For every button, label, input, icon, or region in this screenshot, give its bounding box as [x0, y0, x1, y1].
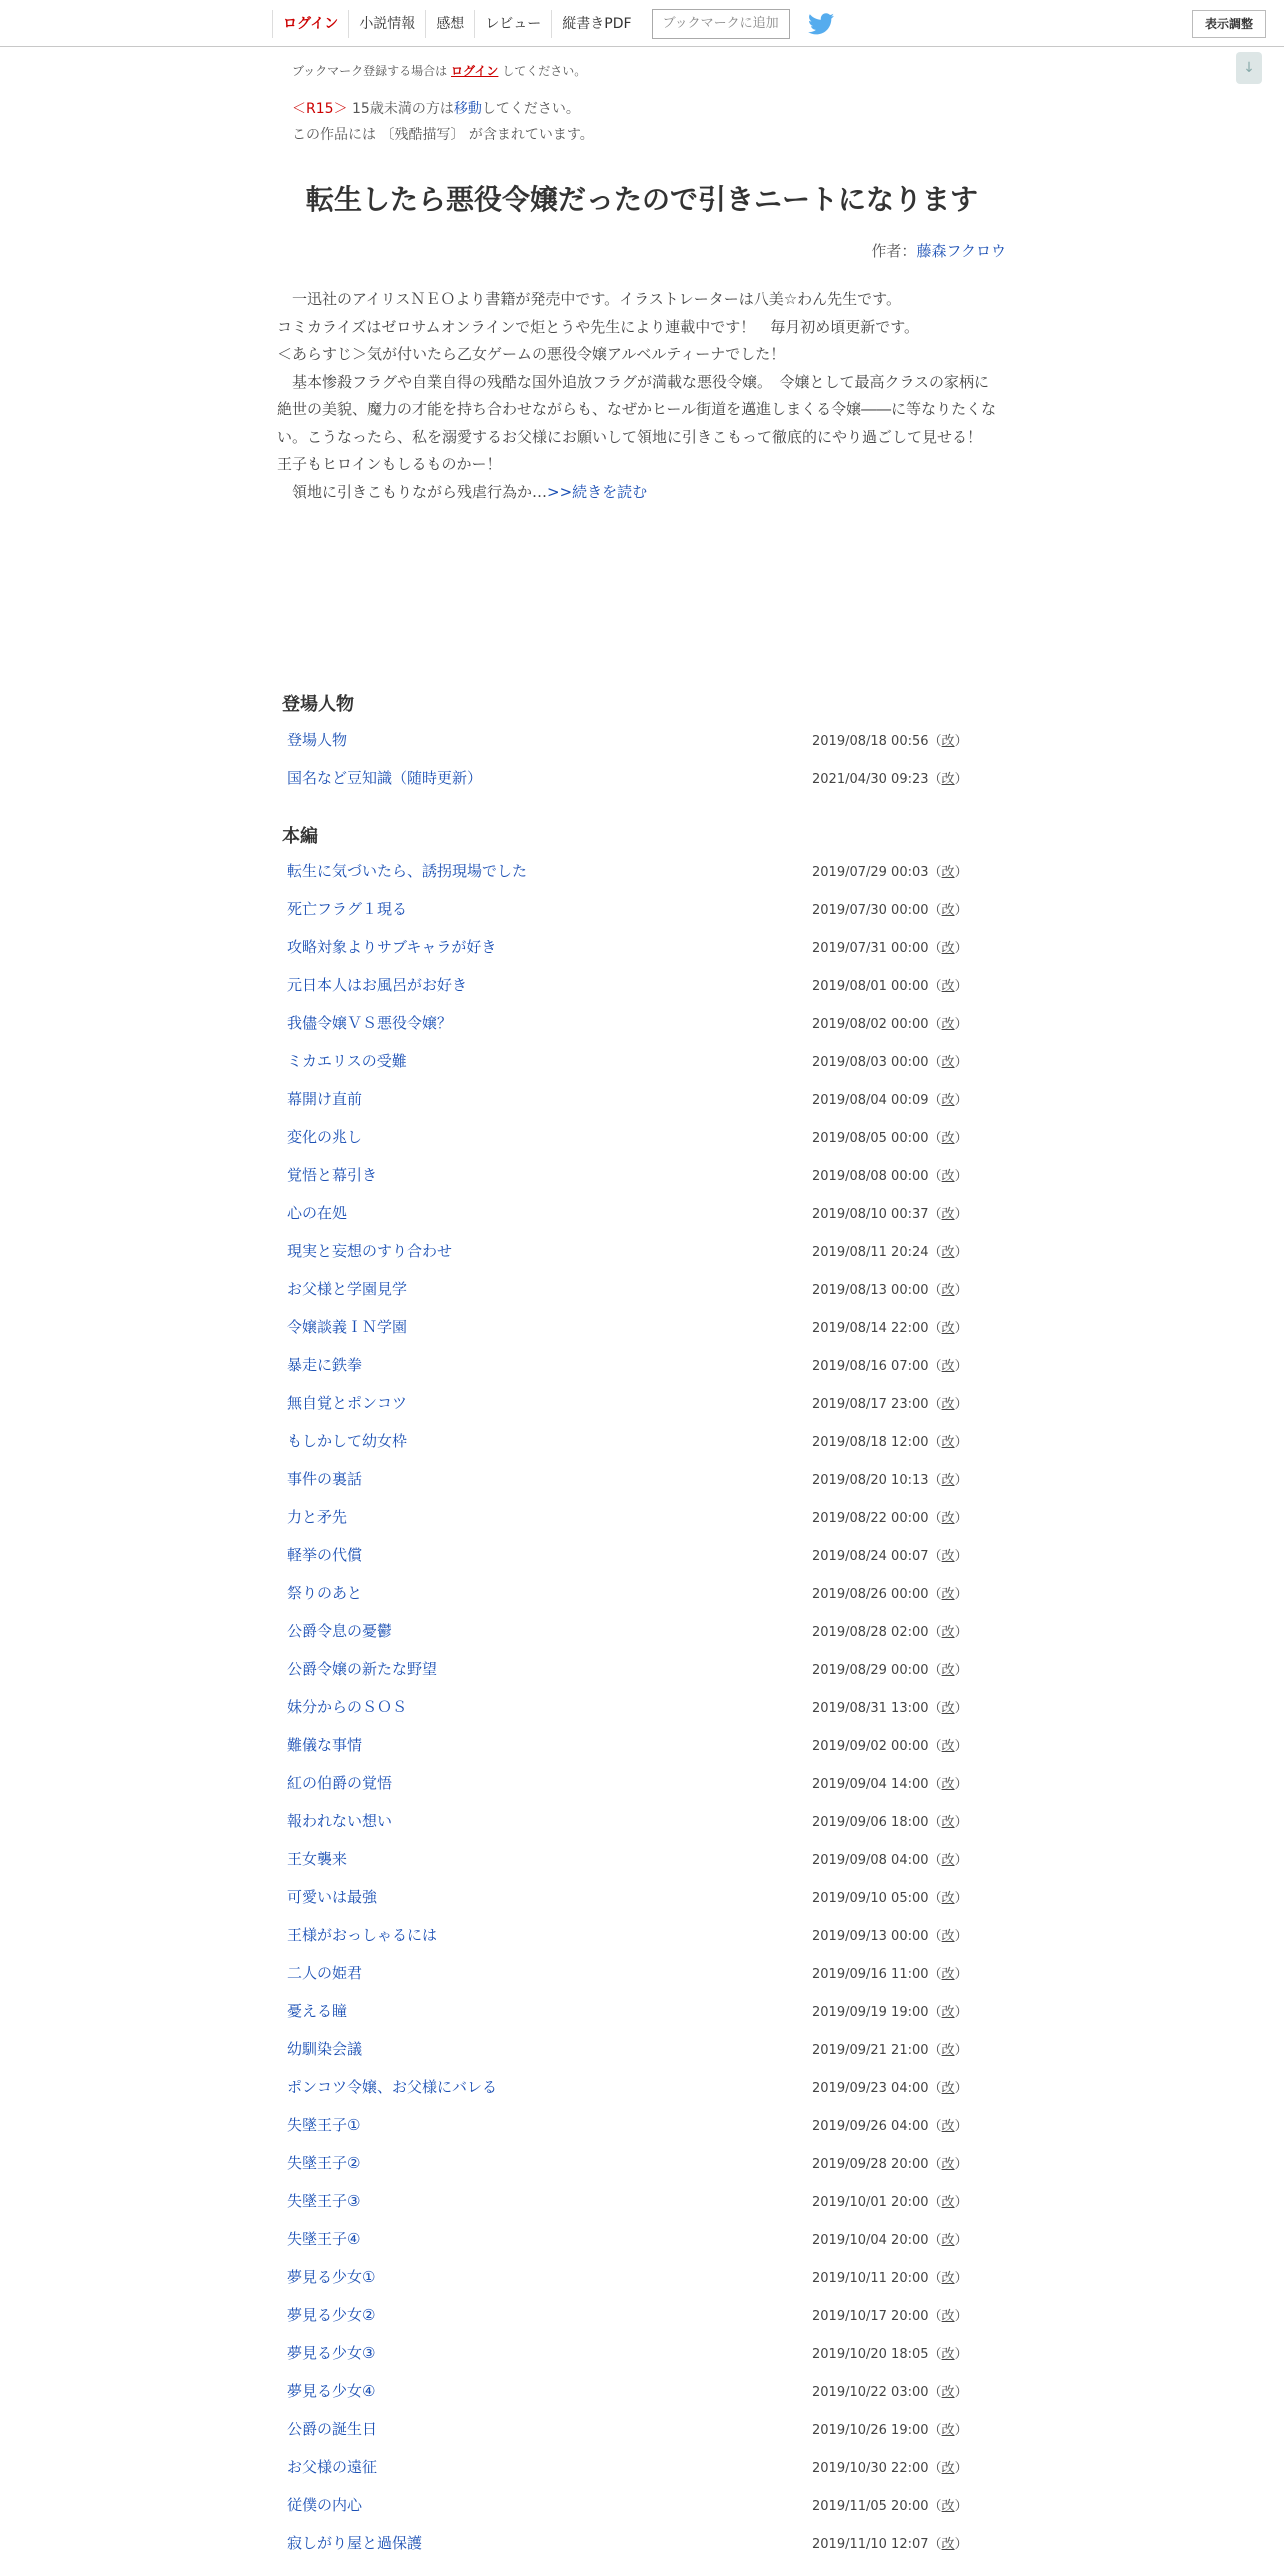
chapter-date-text: 2019/11/05 20:00: [812, 2499, 929, 2514]
chapter-date: 2019/10/17 20:00（改）: [812, 2309, 968, 2324]
chapter-date: 2019/08/10 00:37（改）: [812, 1207, 968, 1222]
chapter-row: [282, 1344, 976, 1382]
summary-truncated-text: 領地に引きこもりながら残虐行為か…: [277, 482, 548, 501]
chapter-link[interactable]: 死亡フラグ１現る: [287, 900, 408, 918]
chapter-row: [282, 2066, 976, 2104]
revision-link[interactable]: 改: [941, 1511, 955, 1526]
author-line: [760, 240, 1006, 261]
header-bar: [0, 0, 1284, 47]
chapter-row: [282, 1154, 976, 1192]
chapter-date-text: 2019/09/19 19:00: [812, 2005, 929, 2020]
chapter-list: [282, 850, 976, 2560]
r15-text-before: 15歳未満の方は: [352, 101, 454, 117]
chapter-link[interactable]: 幕開け直前: [287, 1090, 363, 1108]
chapter-row: [282, 1876, 976, 1914]
chapter-date-text: 2019/08/20 10:13: [812, 1473, 929, 1488]
summary-line: コミカライズはゼロサムオンラインで炬とうや先生により連載中です！ 毎月初め頃更新です。: [277, 317, 920, 336]
revision-link[interactable]: 改: [941, 2081, 955, 2096]
revision-link[interactable]: 改: [941, 1283, 955, 1298]
chapter-link[interactable]: 報われない想い: [287, 1812, 393, 1830]
chapter-date-text: 2019/09/16 11:00: [812, 1967, 929, 1982]
chapter-date-text: 2019/08/01 00:00: [812, 979, 929, 994]
revision-link[interactable]: 改: [941, 903, 955, 918]
chapter-row: [282, 1268, 976, 1306]
chapter-date: 2019/08/26 00:00（改）: [812, 1587, 968, 1602]
chapter-row: [282, 2446, 976, 2484]
chapter-date: 2019/07/30 00:00（改）: [812, 903, 968, 918]
chapter-row: [282, 1838, 976, 1876]
chapter-row: [282, 1496, 976, 1534]
chapter-date: 2019/10/26 19:00（改）: [812, 2423, 968, 2438]
chapter-date-text: 2019/08/17 23:00: [812, 1397, 929, 1412]
chapter-date: 2019/08/13 00:00（改）: [812, 1283, 968, 1298]
chapter-row: [282, 888, 976, 926]
chapter-link[interactable]: 力と矛先: [287, 1508, 348, 1526]
revision-link[interactable]: 改: [941, 2271, 955, 2286]
chapter-date: 2019/08/20 10:13（改）: [812, 1473, 968, 1488]
chapter-link[interactable]: ミカエリスの受難: [287, 1052, 407, 1070]
chapter-link[interactable]: 夢見る少女①: [287, 2268, 376, 2286]
chapter-date-text: 2019/08/29 00:00: [812, 1663, 929, 1678]
revision-link[interactable]: 改: [941, 1359, 955, 1374]
chapter-row: [282, 2370, 976, 2408]
revision-link[interactable]: 改: [941, 2233, 955, 2248]
content-warning: この作品には 〔残酷描写〕 が含まれています。: [292, 127, 594, 143]
revision-link[interactable]: 改: [941, 1017, 955, 1032]
chapter-link[interactable]: 憂える瞳: [287, 2002, 348, 2020]
chapter-link[interactable]: 元日本人はお風呂がお好き: [287, 976, 468, 994]
chapter-date: 2019/08/08 00:00（改）: [812, 1169, 968, 1184]
revision-link[interactable]: 改: [941, 1549, 955, 1564]
revision-link[interactable]: 改: [941, 1929, 955, 1944]
chapter-link[interactable]: 軽挙の代償: [287, 1546, 363, 1564]
chapter-link[interactable]: 公爵令息の憂鬱: [287, 1622, 393, 1640]
chapter-link[interactable]: 祭りのあと: [287, 1584, 363, 1602]
chapter-date: 2019/08/14 22:00（改）: [812, 1321, 968, 1336]
chapter-link[interactable]: 妹分からのＳＯＳ: [287, 1698, 408, 1716]
revision-link[interactable]: 改: [941, 1397, 955, 1412]
chapter-date-text: 2019/08/13 00:00: [812, 1283, 929, 1298]
chapter-link[interactable]: 失墜王子④: [287, 2230, 361, 2248]
chapter-date: 2019/10/20 18:05（改）: [812, 2347, 968, 2362]
bookmark-login-notice: [292, 62, 586, 79]
novel-title: 転生したら悪役令嬢だったので引きニートになります: [305, 183, 978, 216]
chapter-date: 2019/08/02 00:00（改）: [812, 1017, 968, 1032]
chapter-link[interactable]: 失墜王子②: [287, 2154, 361, 2172]
chapter-row: [282, 2484, 976, 2522]
revision-link[interactable]: 改: [941, 979, 955, 994]
chapter-link[interactable]: 公爵令嬢の新たな野望: [287, 1660, 438, 1678]
chapter-link[interactable]: 無自覚とポンコツ: [287, 1394, 408, 1412]
nav-review-link[interactable]: レビュー: [474, 10, 551, 38]
chapter-date: 2019/07/29 00:03（改）: [812, 865, 968, 880]
chapter-link[interactable]: 失墜王子①: [287, 2116, 361, 2134]
revision-link[interactable]: 改: [941, 1853, 955, 1868]
chapter-link[interactable]: 変化の兆し: [287, 1128, 363, 1146]
revision-link[interactable]: 改: [941, 1169, 955, 1184]
revision-link[interactable]: 改: [941, 1891, 955, 1906]
r15-notice: [292, 98, 580, 118]
chapter-date: 2019/08/28 02:00（改）: [812, 1625, 968, 1640]
chapter-date-text: 2019/09/06 18:00: [812, 1815, 929, 1830]
revision-link[interactable]: 改: [941, 1625, 955, 1640]
chapter-date: 2019/09/04 14:00（改）: [812, 1777, 968, 1792]
twitter-icon[interactable]: [808, 13, 834, 35]
chapter-row: [282, 1610, 976, 1648]
chapter-date: 2019/08/16 07:00（改）: [812, 1359, 968, 1374]
chapter-date: 2019/08/01 00:00（改）: [812, 979, 968, 994]
chapter-date-text: 2019/09/13 00:00: [812, 1929, 929, 1944]
chapter-link[interactable]: 寂しがり屋と過保護: [287, 2534, 423, 2552]
chapter-date: 2019/08/24 00:07（改）: [812, 1549, 968, 1564]
chapter-date: 2019/10/01 20:00（改）: [812, 2195, 968, 2210]
chapter-link[interactable]: 夢見る少女③: [287, 2344, 376, 2362]
chapter-row: [282, 2104, 976, 2142]
chapter-date-text: 2019/08/03 00:00: [812, 1055, 929, 1070]
revision-link[interactable]: 改: [941, 2157, 955, 2172]
revision-link[interactable]: 改: [941, 1435, 955, 1450]
display-adjust-button[interactable]: 表示調整: [1192, 10, 1266, 38]
chapter-link[interactable]: 可愛いは最強: [287, 1888, 378, 1906]
chapter-row: [282, 2522, 976, 2560]
revision-link[interactable]: 改: [941, 1207, 955, 1222]
chapter-date-text: 2019/10/04 20:00: [812, 2233, 929, 2248]
chapter-date: 2019/09/02 00:00（改）: [812, 1739, 968, 1754]
author-link[interactable]: 藤森フクロウ: [916, 242, 1006, 260]
chapter-date-text: 2021/04/30 09:23: [812, 772, 929, 787]
chapter-date-text: 2019/08/18 00:56: [812, 734, 929, 749]
chapter-date: 2019/08/31 13:00（改）: [812, 1701, 968, 1716]
chapter-row: [282, 1914, 976, 1952]
add-bookmark-button[interactable]: ブックマークに追加: [652, 9, 790, 39]
chapter-date: 2019/07/31 00:00（改）: [812, 941, 968, 956]
chapter-date: 2019/09/21 21:00（改）: [812, 2043, 968, 2058]
chapter-row: [282, 1230, 976, 1268]
revision-link[interactable]: 改: [941, 772, 955, 787]
chapter-date-text: 2019/10/11 20:00: [812, 2271, 929, 2286]
chapter-list: [282, 719, 976, 795]
chapter-date-text: 2019/07/31 00:00: [812, 941, 929, 956]
chapter-link[interactable]: 失墜王子③: [287, 2192, 361, 2210]
chapter-row: [282, 964, 976, 1002]
chapter-link[interactable]: 従僕の内心: [287, 2496, 363, 2514]
chapter-date-text: 2019/08/04 00:09: [812, 1093, 929, 1108]
revision-link[interactable]: 改: [941, 2119, 955, 2134]
chapter-row: [282, 1192, 976, 1230]
chapter-row: [282, 1382, 976, 1420]
chapter-link[interactable]: 夢見る少女②: [287, 2306, 376, 2324]
chapter-date-text: 2019/10/26 19:00: [812, 2423, 929, 2438]
revision-link[interactable]: 改: [941, 1739, 955, 1754]
chapter-row: [282, 1762, 976, 1800]
chapter-date-text: 2019/09/23 04:00: [812, 2081, 929, 2096]
chapter-date: 2019/10/30 22:00（改）: [812, 2461, 968, 2476]
chapter-link[interactable]: 覚悟と幕引き: [287, 1166, 378, 1184]
revision-link[interactable]: 改: [941, 2537, 955, 2552]
revision-link[interactable]: 改: [941, 2347, 955, 2362]
chapter-link[interactable]: 暴走に鉄拳: [287, 1356, 363, 1374]
summary-line: ＜あらすじ＞気が付いたら乙女ゲームの悪役令嬢アルベルティーナでした！: [277, 345, 786, 363]
summary-line: 一迅社のアイリスＮＥＯより書籍が発売中です。イラストレーターは八美☆わん先生です。: [277, 290, 901, 308]
chapter-row: [282, 1078, 976, 1116]
chapter-row: [282, 2218, 976, 2256]
chapter-date-text: 2019/08/24 00:07: [812, 1549, 929, 1564]
chapter-date: 2019/09/23 04:00（改）: [812, 2081, 968, 2096]
chapter-date: 2019/09/06 18:00（改）: [812, 1815, 968, 1830]
summary-line: [277, 479, 1007, 507]
chapter-date-text: 2019/10/30 22:00: [812, 2461, 929, 2476]
chapter-link[interactable]: 夢見る少女④: [287, 2382, 376, 2400]
chapter-date: 2019/08/04 00:09（改）: [812, 1093, 968, 1108]
nav-login-link[interactable]: ログイン: [272, 10, 348, 38]
revision-link[interactable]: 改: [941, 1131, 955, 1146]
chapter-link[interactable]: ポンコツ令嬢、お父様にバレる: [287, 2078, 498, 2096]
chapter-date: 2019/11/05 20:00（改）: [812, 2499, 968, 2514]
chapter-date-text: 2019/10/17 20:00: [812, 2309, 929, 2324]
chapter-date-text: 2019/09/26 04:00: [812, 2119, 929, 2134]
chapter-row: [282, 1002, 976, 1040]
chapter-row: [282, 1534, 976, 1572]
chapter-date-text: 2019/07/29 00:03: [812, 865, 929, 880]
chapter-date-text: 2019/09/04 14:00: [812, 1777, 929, 1792]
chapter-row: [282, 1420, 976, 1458]
chapter-date: 2019/10/11 20:00（改）: [812, 2271, 968, 2286]
revision-link[interactable]: 改: [941, 1093, 955, 1108]
chapter-row: [282, 1686, 976, 1724]
chapter-date: 2019/08/29 00:00（改）: [812, 1663, 968, 1678]
section-title: 本編: [282, 826, 318, 847]
chapter-date-text: 2019/09/21 21:00: [812, 2043, 929, 2058]
chapter-row: [282, 1952, 976, 1990]
chapter-row: [282, 1116, 976, 1154]
chapter-link[interactable]: 攻略対象よりサブキャラが好き: [287, 938, 497, 956]
chapter-date: 2019/08/22 00:00（改）: [812, 1511, 968, 1526]
author-label: 作者：: [871, 242, 917, 260]
chapter-date: 2019/09/26 04:00（改）: [812, 2119, 968, 2134]
revision-link[interactable]: 改: [941, 1701, 955, 1716]
revision-link[interactable]: 改: [941, 2423, 955, 2438]
chapter-row: [282, 1458, 976, 1496]
revision-link[interactable]: 改: [941, 1967, 955, 1982]
chapter-link[interactable]: 令嬢談義ＩＮ学園: [287, 1318, 408, 1336]
notice-prefix: ブックマーク登録する場合は: [292, 64, 448, 78]
revision-link[interactable]: 改: [941, 2195, 955, 2210]
revision-link[interactable]: 改: [941, 2309, 955, 2324]
chapter-row: [282, 719, 976, 757]
revision-link[interactable]: 改: [941, 1473, 955, 1488]
chapter-date: 2019/08/18 12:00（改）: [812, 1435, 968, 1450]
chapter-date: 2019/10/04 20:00（改）: [812, 2233, 968, 2248]
revision-link[interactable]: 改: [941, 2461, 955, 2476]
chapter-date-text: 2019/08/28 02:00: [812, 1625, 929, 1640]
revision-link[interactable]: 改: [941, 2043, 955, 2058]
chapter-link[interactable]: お父様の遠征: [287, 2458, 378, 2476]
chapter-row: [282, 1306, 976, 1344]
chapter-date-text: 2019/10/22 03:00: [812, 2385, 929, 2400]
chapter-date-text: 2019/08/16 07:00: [812, 1359, 929, 1374]
revision-link[interactable]: 改: [941, 1815, 955, 1830]
chapter-link[interactable]: お父様と学園見学: [287, 1280, 408, 1298]
chapter-date-text: 2019/09/08 04:00: [812, 1853, 929, 1868]
chapter-date: 2019/09/28 20:00（改）: [812, 2157, 968, 2172]
summary-line: 絶世の美貌、魔力の才能を持ち合わせながらも、なぜかヒール街道を邁進しまくる令嬢――に等なりたくな: [277, 400, 997, 418]
chapter-link[interactable]: 幼馴染会議: [287, 2040, 363, 2058]
section-title: 登場人物: [282, 694, 354, 715]
chapter-row: [282, 2028, 976, 2066]
chapter-date-text: 2019/08/18 12:00: [812, 1435, 929, 1450]
nav-novel-info-link[interactable]: 小説情報: [348, 10, 425, 38]
revision-link[interactable]: 改: [941, 2005, 955, 2020]
chapter-date: 2021/04/30 09:23（改）: [812, 772, 968, 787]
chapter-row: [282, 850, 976, 888]
chapter-link[interactable]: 現実と妄想のすり合わせ: [287, 1242, 453, 1260]
novel-summary: [277, 286, 1007, 506]
chapter-date-text: 2019/10/01 20:00: [812, 2195, 929, 2210]
revision-link[interactable]: 改: [941, 1587, 955, 1602]
scroll-down-arrow-icon[interactable]: ↓: [1236, 52, 1262, 84]
chapter-row: [282, 2180, 976, 2218]
summary-line: い。こうなったら、私を溺愛するお父様にお願いして領地に引きこもって徹底的にやり過ごして見せる！: [277, 427, 983, 446]
chapter-date-text: 2019/08/02 00:00: [812, 1017, 929, 1032]
revision-link[interactable]: 改: [941, 2385, 955, 2400]
r15-tag: ＜R15＞: [292, 101, 348, 117]
chapter-date-text: 2019/08/05 00:00: [812, 1131, 929, 1146]
chapter-link[interactable]: 心の在処: [287, 1204, 348, 1222]
top-nav: [272, 10, 834, 38]
chapter-row: [282, 1648, 976, 1686]
chapter-date-text: 2019/09/02 00:00: [812, 1739, 929, 1754]
chapter-link[interactable]: 事件の裏話: [287, 1470, 363, 1488]
chapter-date: 2019/08/18 00:56（改）: [812, 734, 968, 749]
chapter-link[interactable]: 王女襲来: [287, 1850, 348, 1868]
chapter-row: [282, 2332, 976, 2370]
chapter-link[interactable]: 国名など豆知識（随時更新）: [287, 769, 483, 787]
chapter-date: 2019/09/13 00:00（改）: [812, 1929, 968, 1944]
r15-text-after: してください。: [481, 101, 580, 117]
chapter-date-text: 2019/09/10 05:00: [812, 1891, 929, 1906]
chapter-link[interactable]: 紅の伯爵の覚悟: [287, 1774, 393, 1792]
chapter-date-text: 2019/08/11 20:24: [812, 1245, 929, 1260]
chapter-row: [282, 1990, 976, 2028]
chapter-row: [282, 1800, 976, 1838]
chapter-row: [282, 1040, 976, 1078]
chapter-date: 2019/09/16 11:00（改）: [812, 1967, 968, 1982]
chapter-date-text: 2019/08/22 00:00: [812, 1511, 929, 1526]
chapter-link[interactable]: 登場人物: [287, 731, 348, 749]
chapter-date: 2019/08/05 00:00（改）: [812, 1131, 968, 1146]
nav-impression-link[interactable]: 感想: [425, 10, 474, 38]
chapter-date-text: 2019/09/28 20:00: [812, 2157, 929, 2172]
chapter-link[interactable]: 王様がおっしゃるには: [287, 1926, 438, 1944]
chapter-link[interactable]: 公爵の誕生日: [287, 2420, 378, 2438]
chapter-row: [282, 1724, 976, 1762]
chapter-link[interactable]: 難儀な事情: [287, 1736, 363, 1754]
chapter-date: 2019/10/22 03:00（改）: [812, 2385, 968, 2400]
chapter-row: [282, 2408, 976, 2446]
chapter-date-text: 2019/10/20 18:05: [812, 2347, 929, 2362]
notice-suffix: してください。: [502, 64, 587, 78]
chapter-link[interactable]: 我儘令嬢ＶＳ悪役令嬢？: [287, 1014, 453, 1032]
nav-vertical-pdf-link[interactable]: 縦書きPDF: [551, 10, 641, 38]
revision-link[interactable]: 改: [941, 1321, 955, 1336]
chapter-link[interactable]: 転生に気づいたら、誘拐現場でした: [287, 862, 528, 880]
revision-link[interactable]: 改: [941, 1245, 955, 1260]
chapter-link[interactable]: 二人の姫君: [287, 1964, 363, 1982]
chapter-row: [282, 2294, 976, 2332]
chapter-row: [282, 1572, 976, 1610]
chapter-date: 2019/08/11 20:24（改）: [812, 1245, 968, 1260]
notice-login-link[interactable]: ログイン: [451, 64, 499, 78]
summary-line: 王子もヒロインもしるものかー！: [277, 455, 502, 473]
chapter-link[interactable]: もしかして幼女枠: [287, 1432, 408, 1450]
chapter-date: 2019/09/08 04:00（改）: [812, 1853, 968, 1868]
revision-link[interactable]: 改: [941, 1663, 955, 1678]
revision-link[interactable]: 改: [941, 734, 955, 749]
chapter-date-text: 2019/07/30 00:00: [812, 903, 929, 918]
revision-link[interactable]: 改: [941, 1055, 955, 1070]
revision-link[interactable]: 改: [941, 941, 955, 956]
chapter-row: [282, 2256, 976, 2294]
chapter-date-text: 2019/08/14 22:00: [812, 1321, 929, 1336]
chapter-date: 2019/09/10 05:00（改）: [812, 1891, 968, 1906]
chapter-date: 2019/08/03 00:00（改）: [812, 1055, 968, 1070]
chapter-date: 2019/09/19 19:00（改）: [812, 2005, 968, 2020]
chapter-date: 2019/08/17 23:00（改）: [812, 1397, 968, 1412]
chapter-date-text: 2019/08/31 13:00: [812, 1701, 929, 1716]
chapter-date-text: 2019/08/10 00:37: [812, 1207, 929, 1222]
r15-move-link[interactable]: 移動: [453, 101, 482, 117]
summary-line: 基本惨殺フラグや自業自得の残酷な国外追放フラグが満載な悪役令嬢。 令嬢として最高クラスの家柄に: [277, 372, 990, 391]
chapter-row: [282, 757, 976, 795]
chapter-date-text: 2019/08/08 00:00: [812, 1169, 929, 1184]
chapter-date: 2019/11/10 12:07（改）: [812, 2537, 968, 2552]
chapter-row: [282, 926, 976, 964]
chapter-date-text: 2019/11/10 12:07: [812, 2537, 929, 2552]
revision-link[interactable]: 改: [941, 1777, 955, 1792]
chapter-row: [282, 2142, 976, 2180]
revision-link[interactable]: 改: [941, 2499, 955, 2514]
read-more-link[interactable]: >>続きを読む: [547, 482, 648, 501]
chapter-date-text: 2019/08/26 00:00: [812, 1587, 929, 1602]
revision-link[interactable]: 改: [941, 865, 955, 880]
